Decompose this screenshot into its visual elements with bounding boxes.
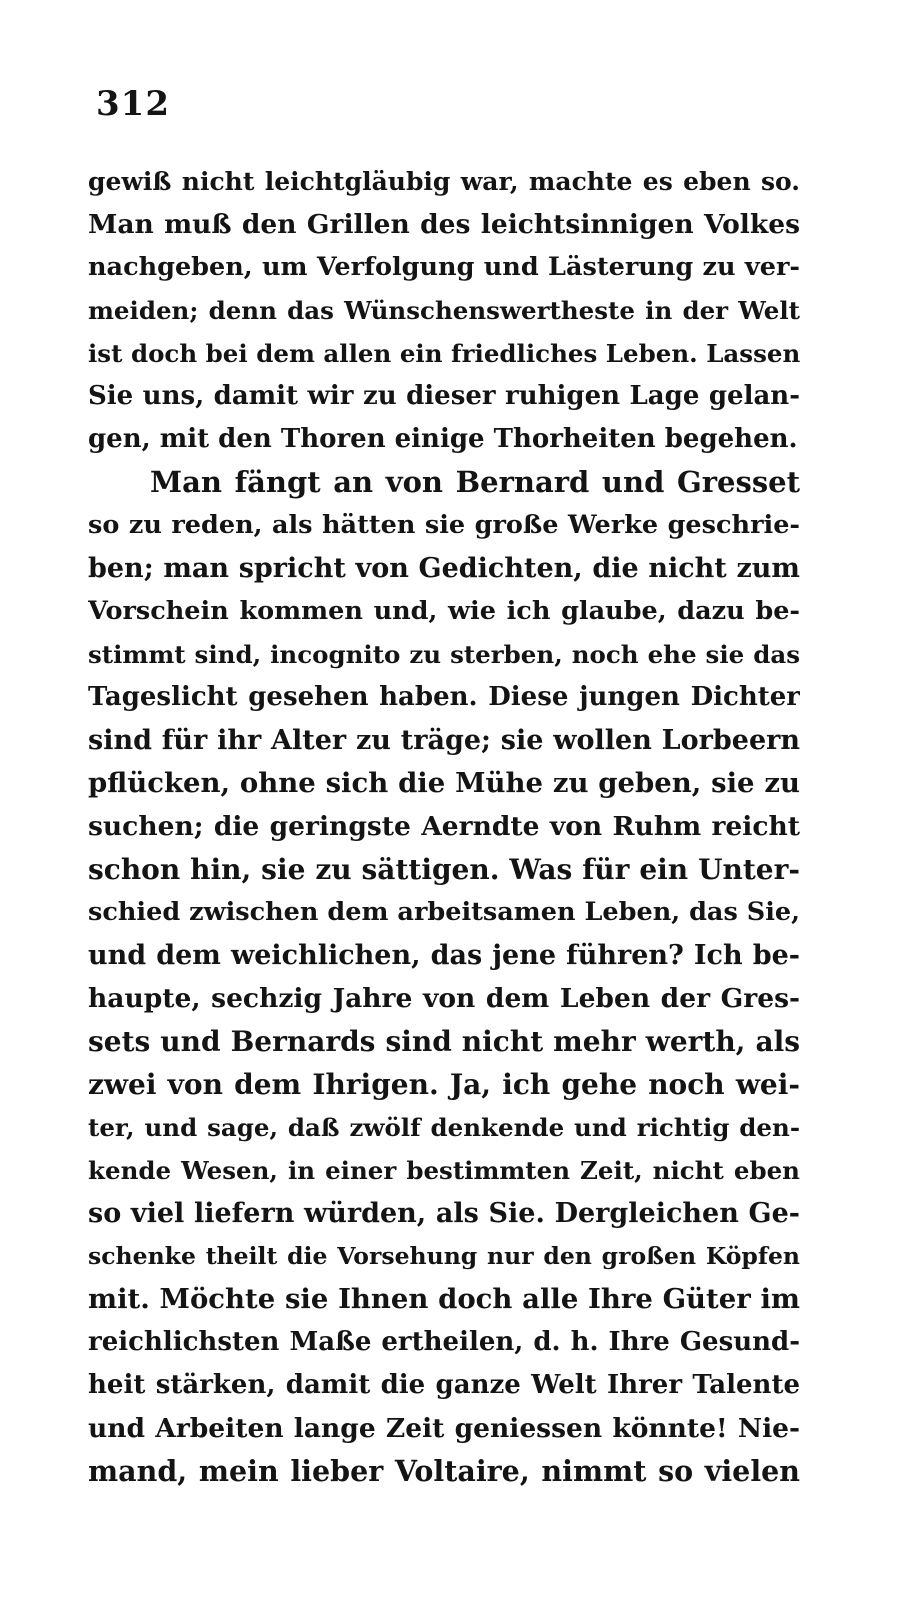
- text-line: Vorschein kommen und, wie ich glaube, dazu be-: [88, 596, 800, 626]
- page-number: 312: [96, 84, 170, 124]
- text-line: haupte, sechzig Jahre von dem Leben der Gres-: [88, 983, 800, 1014]
- text-line: Tageslicht gesehen haben. Diese jungen Dichter: [88, 682, 800, 712]
- text-line: mand, mein lieber Voltaire, nimmt so vielen: [88, 1454, 800, 1488]
- text-line: sets und Bernards sind nicht mehr werth, als: [88, 1025, 800, 1058]
- text-line: und dem weichlichen, das jene führen? Ich be-: [88, 940, 800, 971]
- text-line: sind für ihr Alter zu träge; sie wollen Lorbeern: [88, 725, 800, 756]
- text-line: suchen; die geringste Aerndte von Ruhm reicht: [88, 811, 800, 842]
- text-line: zwei von dem Ihrigen. Ja, ich gehe noch wei-: [88, 1068, 800, 1101]
- text-line: ist doch bei dem allen ein friedliches Leben. Lassen: [88, 339, 800, 368]
- body-text: [88, 160, 800, 1493]
- text-line: pflücken, ohne sich die Mühe zu geben, sie zu: [88, 767, 800, 799]
- text-line: ben; man spricht von Gedichten, die nicht zum: [88, 553, 800, 584]
- text-line: Sie uns, damit wir zu dieser ruhigen Lage gelan-: [88, 381, 800, 411]
- text-line: so zu reden, als hätten sie große Werke geschrie-: [88, 510, 800, 540]
- text-line: schied zwischen dem arbeitsamen Leben, das Sie,: [88, 897, 800, 927]
- text-line: meiden; denn das Wünschenswertheste in der Welt: [88, 296, 800, 325]
- text-line: stimmt sind, incognito zu sterben, noch ehe sie das: [88, 640, 800, 669]
- text-line: gewiß nicht leichtgläubig war, machte es eben so.: [88, 167, 800, 196]
- text-line: kende Wesen, in einer bestimmten Zeit, nicht eben: [88, 1156, 800, 1185]
- text-line: schenke theilt die Vorsehung nur den großen Köpfen: [88, 1242, 800, 1270]
- paragraph-first-line: Man fängt an von Bernard und Gresset: [150, 465, 800, 499]
- text-line: reichlichsten Maße ertheilen, d. h. Ihre Gesund-: [88, 1327, 800, 1357]
- text-line: ter, und sage, daß zwölf denkende und richtig den-: [88, 1113, 800, 1142]
- text-line: Man muß den Grillen des leichtsinnigen Volkes: [88, 209, 800, 240]
- text-line: gen, mit den Thoren einige Thorheiten begehen.: [88, 424, 798, 454]
- text-line: und Arbeiten lange Zeit geniessen könnte! Nie-: [88, 1413, 800, 1444]
- text-line: so viel liefern würden, als Sie. Dergleichen Ge-: [88, 1198, 800, 1229]
- text-line: nachgeben, um Verfolgung und Lästerung zu ver-: [88, 252, 800, 282]
- text-line: schon hin, sie zu sättigen. Was für ein Unter-: [88, 853, 800, 886]
- text-line: mit. Möchte sie Ihnen doch alle Ihre Güter im: [88, 1283, 800, 1315]
- text-line: heit stärken, damit die ganze Welt Ihrer Talente: [88, 1370, 800, 1400]
